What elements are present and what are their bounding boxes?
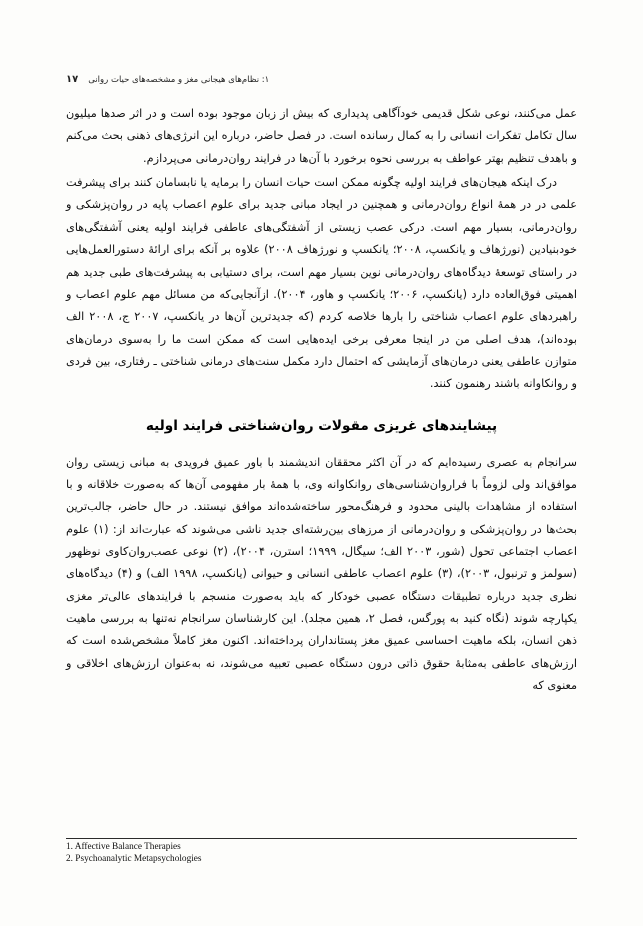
paragraph: سرانجام به عصری رسیده‌ایم که در آن اکثر محققان اندیشمند با باور عمیق فرویدی به مبانی زیستی روان موافق‌اند ولی لزوماً با فراروان‌شناسی‌های روانکاوانه وی، با همهٔ بار مفهومی آن‌ها که به‌صورت خلاقانه و با استفاده از مشاهدات بالینی محدود و فرهنگ‌محور ساخته‌شده‌اند موافق نیستند. در حال حاضر، جالب‌ترین بحث‌ها در روان‌پزشکی و روان‌درمانی از مرزهای بین‌رشته‌ای جدید ناشی می‌شوند که عبارت‌اند از: (۱) علوم اعصاب اجتماعی تحول (شور، ۲۰۰۳ الف؛ سیگال، ۱۹۹۹؛ استرن، ۲۰۰۴)، (۲) نوعی عصب‌روان‌کاوی نوظهور (سولمز و ترنبول، ۲۰۰۳)، (۳) علوم اعصاب عاطفی انسانی و حیوانی (یانکسپ، ۱۹۹۸ الف) و (۴) دیدگاه‌های نظری جدید درباره تطبیقات دستگاه عصبی خودکار که باید به‌صورت منسجم با فرایندهای عالی‌تر مغزی یکپارچه شوند (نگاه کنید به پورگس، فصل ۲، همین مجلد). این کارشناسان سرانجام نه‌تنها به بررسی ماهیت ذهن انسان، بلکه ماهیت احساسی عمیق مغز پستانداران پرداخته‌اند. اکنون مغز کاملاً مشخص‌شده است که ارزش‌های عاطفی به‌مثابهٔ حقوق ذاتی درون دستگاه عصبی تعبیه می‌شوند، نه به‌عنوان ارزش‌های اخلاقی و معنوی که xyxy=(66,455,577,693)
footnote-area xyxy=(66,838,577,866)
paragraph: درک اینکه هیجان‌های فرایند اولیه چگونه ممکن است حیات انسان را برمایه یا نابسامان کنند برای پیشرفت علمی در در همهٔ انواع روان‌درمانی و همچنین در ایجاد مبانی جدید برای علوم اعصاب پایه در روان‌پزشکی و روان‌درمانی، بسیار مهم است. درکی عصب زیستی از آشفتگی‌های عاطفی فرایند اولیه یعنی آشفتگی‌های خودبنیادین (نورژهاف و یانکسپ، ۲۰۰۸؛ یانکسپ و نورژهاف ۲۰۰۸) علاوه بر آنکه برای ارائهٔ دستورالعمل‌هایی در راستای توسعهٔ دیدگاه‌های روان‌درمانی نوین بسیار مهم است، برای دستیابی به پیشرفت‌های طبی جدید هم اهمیتی فوق‌العاده دارد (یانکسپ، ۲۰۰۶؛ یانکسپ و هاور، ۲۰۰۴). ازآنجایی‌که من مسائل مهم علوم اعصاب و راهبردهای علوم اعصاب شناختی را بارها خلاصه کردم (که جدیدترین آن‌ها در یانکسپ، ۲۰۰۷ ج، ۲۰۰۸ الف بوده‌اند)، هدف اصلی من در اینجا معرفی برخی ایده‌هایی است که ممکن است ما را به‌سوی درمان‌های متوازن عاطفی یعنی درمان‌های آزمایشی که احتمال دارد مکمل سنت‌های درمانی شناختی ـ رفتاری، بین فردی و روانکاوانه باشند رهنمون کنند. xyxy=(66,176,577,391)
body-text xyxy=(66,103,577,698)
header-title: ۱: نظام‌های هیجانی مغز و مشخصه‌های حیات روانی xyxy=(88,75,270,85)
section-heading: پیشایندهای غریزی مقولات روان‌شناختی فرایند اولیه xyxy=(145,417,498,434)
page-content xyxy=(66,74,577,700)
footnote-divider xyxy=(66,838,577,839)
paragraph: عمل می‌کنند، نوعی شکل قدیمی خودآگاهی پدیداری که بیش از زبان موجود بوده است و در اثر صدها میلیون سال تکامل تفکرات انسانی را به کمال رسانده است. در فصل حاضر، درباره این انرژی‌های ذهنی بحث می‌کنم و باهدف تنظیم بهتر عواطف به بررسی نحوه برخورد با آن‌ها در فرایند روان‌درمانی می‌پردازم. xyxy=(66,107,577,165)
footnote-2: 2. Psychoanalytic Metapsychologies xyxy=(66,853,202,864)
page-number: ۱۷ xyxy=(66,74,79,85)
footnote-1: 1. Affective Balance Therapies xyxy=(66,842,181,852)
running-header xyxy=(66,74,577,89)
